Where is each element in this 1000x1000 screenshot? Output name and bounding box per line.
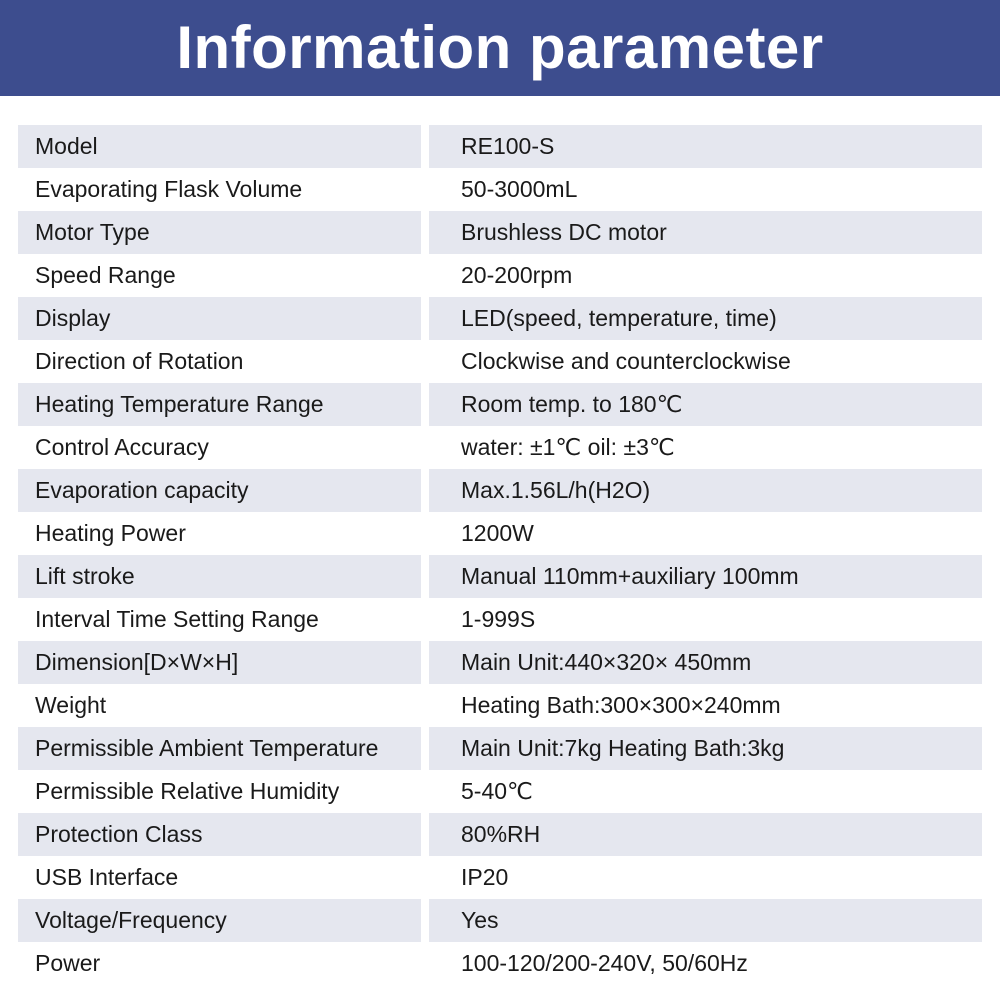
row-value: LED(speed, temperature, time) (429, 297, 982, 340)
row-value: Brushless DC motor (429, 211, 982, 254)
table-row (18, 254, 982, 297)
row-label: Heating Power (35, 520, 186, 546)
row-label: Motor Type (18, 211, 421, 254)
row-value: RE100-S (429, 125, 982, 168)
row-label: Heating Temperature Range (18, 383, 421, 426)
table-row (18, 813, 982, 856)
table-row (18, 598, 982, 641)
row-label: Lift stroke (18, 555, 421, 598)
table-row (18, 770, 982, 813)
row-label: Power (35, 950, 101, 976)
page-title: Information parameter (176, 14, 824, 81)
row-value: Heating Bath:300×300×240mm (461, 692, 781, 718)
table-row (18, 211, 982, 254)
row-value: Main Unit:440×320× 450mm (429, 641, 982, 684)
row-value: Manual 110mm+auxiliary 100mm (429, 555, 982, 598)
row-label: USB Interface (35, 864, 179, 890)
row-value: Max.1.56L/h(H2O) (429, 469, 982, 512)
row-label: Control Accuracy (35, 434, 209, 460)
row-value: Clockwise and counterclockwise (461, 348, 791, 374)
row-label: Protection Class (18, 813, 421, 856)
table-row (18, 641, 982, 684)
row-label: Speed Range (35, 262, 176, 288)
row-value: 80%RH (429, 813, 982, 856)
table-row (18, 383, 982, 426)
row-label: Weight (35, 692, 107, 718)
row-label: Interval Time Setting Range (35, 606, 319, 632)
table-row (18, 168, 982, 211)
table-row (18, 899, 982, 942)
table-row (18, 340, 982, 383)
table-row (18, 942, 982, 985)
table-row (18, 426, 982, 469)
row-label: Display (18, 297, 421, 340)
row-value: 1200W (461, 520, 534, 546)
table-row (18, 125, 982, 168)
table-row (18, 512, 982, 555)
row-value: water: ±1℃ oil: ±3℃ (461, 434, 675, 460)
row-value: 5-40℃ (461, 778, 533, 804)
table-row (18, 555, 982, 598)
row-label: Permissible Relative Humidity (35, 778, 340, 804)
row-value: 1-999S (461, 606, 536, 632)
row-label: Dimension[D×W×H] (18, 641, 421, 684)
header-banner (0, 0, 1000, 96)
table-row (18, 469, 982, 512)
row-value: 20-200rpm (461, 262, 573, 288)
table-row (18, 727, 982, 770)
row-label: Direction of Rotation (35, 348, 244, 374)
row-value: Main Unit:7kg Heating Bath:3kg (429, 727, 982, 770)
row-value: Room temp. to 180℃ (429, 383, 982, 426)
table-row (18, 856, 982, 899)
row-label: Model (18, 125, 421, 168)
row-label: Voltage/Frequency (18, 899, 421, 942)
row-value: 100-120/200-240V, 50/60Hz (461, 950, 748, 976)
row-label: Evaporation capacity (18, 469, 421, 512)
row-value: Yes (429, 899, 982, 942)
table-row (18, 297, 982, 340)
table-row (18, 684, 982, 727)
row-value: 50-3000mL (461, 176, 578, 202)
row-label: Evaporating Flask Volume (35, 176, 303, 202)
parameter-table (18, 125, 982, 985)
row-label: Permissible Ambient Temperature (18, 727, 421, 770)
row-value: IP20 (461, 864, 509, 890)
